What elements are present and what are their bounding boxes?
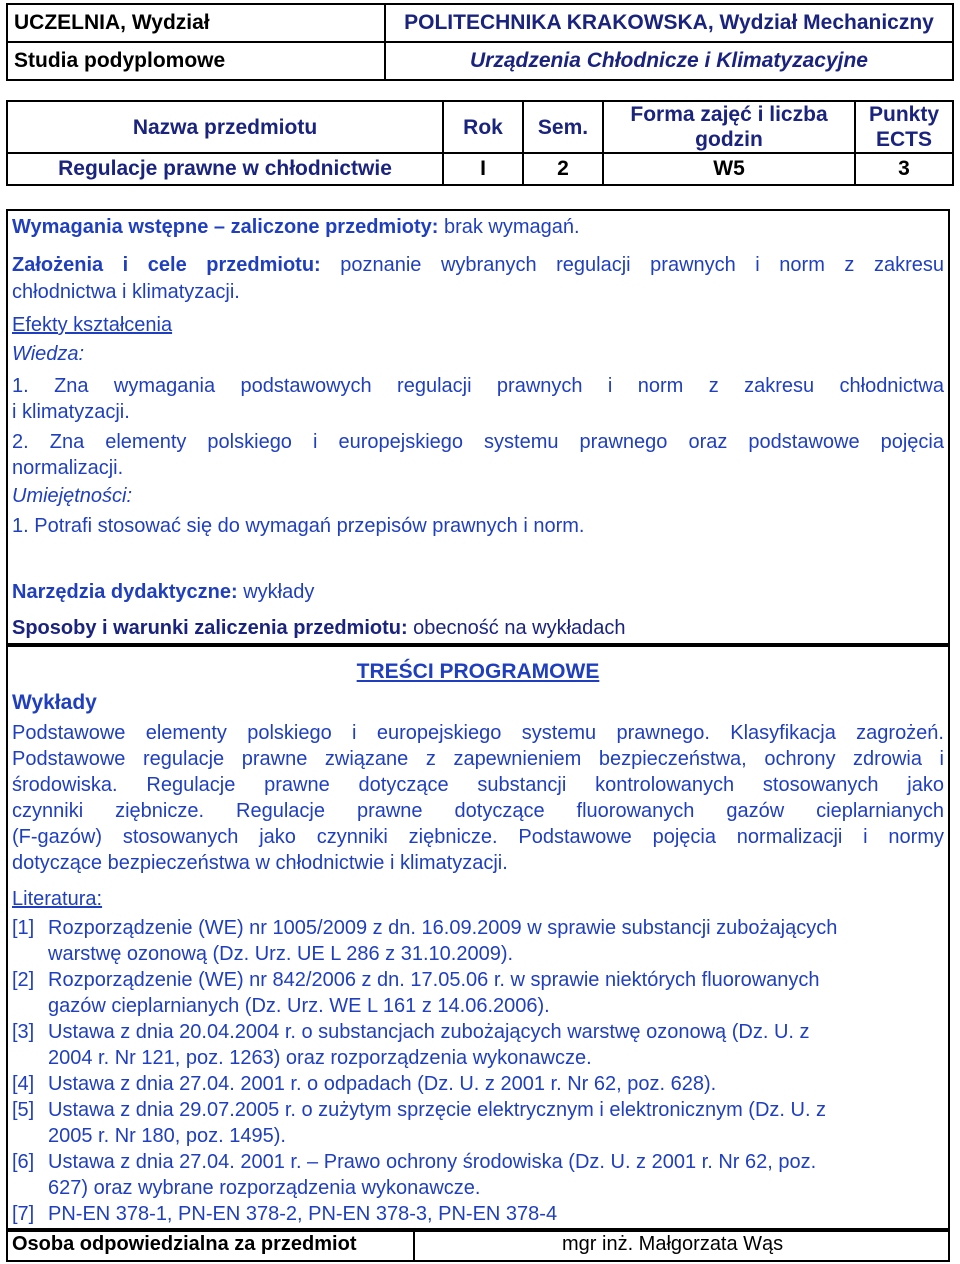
literature-num: [6] <box>12 1151 35 1173</box>
literature-label: Literatura: <box>12 888 103 910</box>
col-subject-name: Nazwa przedmiotu <box>7 101 443 153</box>
knowledge-item-1: 1. Zna wymagania podstawowych regulacji prawnych i norm z zakresu chłodnictwa <box>12 375 944 397</box>
col-semester: Sem. <box>523 101 603 153</box>
subject-semester: 2 <box>523 153 603 185</box>
knowledge-label: Wiedza: <box>12 343 85 365</box>
literature-num: [4] <box>12 1073 35 1095</box>
studia-value: Urządzenia Chłodnicze i Klimatyzacyjne <box>385 42 953 80</box>
knowledge-item-2-cont: normalizacji. <box>12 457 124 479</box>
program-line-1: Podstawowe elementy polskiego i europejskiego systemu prawnego. Klasyfikacja zagrożeń. <box>12 722 944 744</box>
requirements-label: Wymagania wstępne – zaliczone przedmioty: <box>12 216 439 238</box>
program-line-5: (F-gazów) stosowanych jako czynniki ziębnicze. Podstawowe pojęcia normalizacji i normy <box>12 826 944 848</box>
responsible-person-name: mgr inż. Małgorzata Wąs <box>562 1233 784 1255</box>
tools-label: Narzędzia dydaktyczne: <box>12 581 238 603</box>
goals-line-1 <box>12 253 944 278</box>
literature-text: PN-EN 378-1, PN-EN 378-2, PN-EN 378-3, PN-EN 378-4 <box>48 1203 558 1225</box>
literature-text-cont: 627) oraz wybrane rozporządzenia wykonawcze. <box>48 1176 481 1199</box>
literature-item <box>12 968 944 1019</box>
program-title: TREŚCI PROGRAMOWE <box>356 660 600 683</box>
skills-label: Umiejętności: <box>12 485 133 507</box>
knowledge-item-2: 2. Zna elementy polskiego i europejskiego systemu prawnego oraz podstawowe pojęcia <box>12 431 944 453</box>
studia-label: Studia podyplomowe <box>7 42 385 80</box>
literature-num: [1] <box>12 917 35 939</box>
literature-num: [7] <box>12 1203 35 1225</box>
goals-label: Założenia i cele przedmiotu: <box>12 254 321 276</box>
literature-text-cont: 2005 r. Nr 180, poz. 1495). <box>48 1124 286 1147</box>
pass-label: Sposoby i warunki zaliczenia przedmiotu: <box>12 617 408 639</box>
goals-value-1: poznanie wybranych regulacji prawnych i norm z zakresu <box>320 254 944 276</box>
program-line-2: Podstawowe regulacje prawne związane z zapewnieniem bezpieczeństwa, ochrony zdrowia i <box>12 748 944 770</box>
literature-text-cont: 2004 r. Nr 121, poz. 1263) oraz rozporządzenia wykonawcze. <box>48 1046 592 1069</box>
didactic-tools <box>12 580 944 605</box>
responsible-person-label: Osoba odpowiedzialna za przedmiot <box>12 1233 357 1255</box>
subject-table <box>6 100 954 186</box>
uczelnia-value: POLITECHNIKA KRAKOWSKA, Wydział Mechaniczny <box>385 4 953 42</box>
footer-divider <box>413 1230 415 1262</box>
literature-text: Rozporządzenie (WE) nr 1005/2009 z dn. 16.09.2009 w sprawie substancji zubożających <box>48 917 838 939</box>
literature-item <box>12 1020 944 1071</box>
lectures-label: Wykłady <box>12 691 97 714</box>
literature-num: [3] <box>12 1021 35 1043</box>
subject-ects: 3 <box>855 153 953 185</box>
goals-line-2: chłodnictwa i klimatyzacji. <box>12 281 240 303</box>
literature-num: [5] <box>12 1099 35 1121</box>
literature-text: Ustawa z dnia 27.04. 2001 r. – Prawo ochrony środowiska (Dz. U. z 2001 r. Nr 62, poz. <box>48 1151 817 1173</box>
program-line-4: czynniki ziębnicze. Regulacje prawne dotyczące fluorowanych gazów cieplarnianych <box>12 800 944 822</box>
literature-num: [2] <box>12 969 35 991</box>
requirements-value: brak wymagań. <box>438 216 580 238</box>
literature-item <box>12 1098 944 1149</box>
header-table <box>6 3 954 81</box>
tools-value: wykłady <box>237 581 315 603</box>
literature-text: Ustawa z dnia 27.04. 2001 r. o odpadach (Dz. U. z 2001 r. Nr 62, poz. 628). <box>48 1073 717 1095</box>
program-line-3: środowiska. Regulacje prawne dotyczące substancji kontrolowanych stosowanych jako <box>12 774 944 796</box>
col-year: Rok <box>443 101 523 153</box>
subject-year: I <box>443 153 523 185</box>
uczelnia-label: UCZELNIA, Wydział <box>7 4 385 42</box>
knowledge-item-1-cont: i klimatyzacji. <box>12 401 130 423</box>
effects-title: Efekty kształcenia <box>12 314 173 336</box>
literature-text-cont: warstwę ozonową (Dz. Urz. UE L 286 z 31.10.2009). <box>48 942 514 965</box>
literature-item <box>12 1150 944 1201</box>
program-line-6: dotyczące bezpieczeństwa w chłodnictwie i klimatyzacji. <box>12 852 508 874</box>
pass-conditions <box>12 616 944 641</box>
literature-text: Ustawa z dnia 20.04.2004 r. o substancjach zubożających warstwę ozonową (Dz. U. z <box>48 1021 810 1043</box>
pass-value: obecność na wykładach <box>407 617 626 639</box>
subject-form: W5 <box>603 153 855 185</box>
literature-item <box>12 1072 944 1098</box>
literature-item <box>12 916 944 967</box>
skills-item-1: 1. Potrafi stosować się do wymagań przepisów prawnych i norm. <box>12 515 585 537</box>
col-ects: Punkty ECTS <box>855 101 953 153</box>
literature-text-cont: gazów cieplarnianych (Dz. Urz. WE L 161 z 14.06.2006). <box>48 994 550 1017</box>
requirements <box>12 215 944 240</box>
literature-text: Ustawa z dnia 29.07.2005 r. o zużytym sprzęcie elektrycznym i elektronicznym (Dz. U. z <box>48 1099 827 1121</box>
subject-name: Regulacje prawne w chłodnictwie <box>7 153 443 185</box>
literature-text: Rozporządzenie (WE) nr 842/2006 z dn. 17.05.06 r. w sprawie niektórych fluorowanych <box>48 969 820 991</box>
col-form-hours: Forma zajęć i liczba godzin <box>603 101 855 153</box>
literature-item <box>12 1202 944 1228</box>
